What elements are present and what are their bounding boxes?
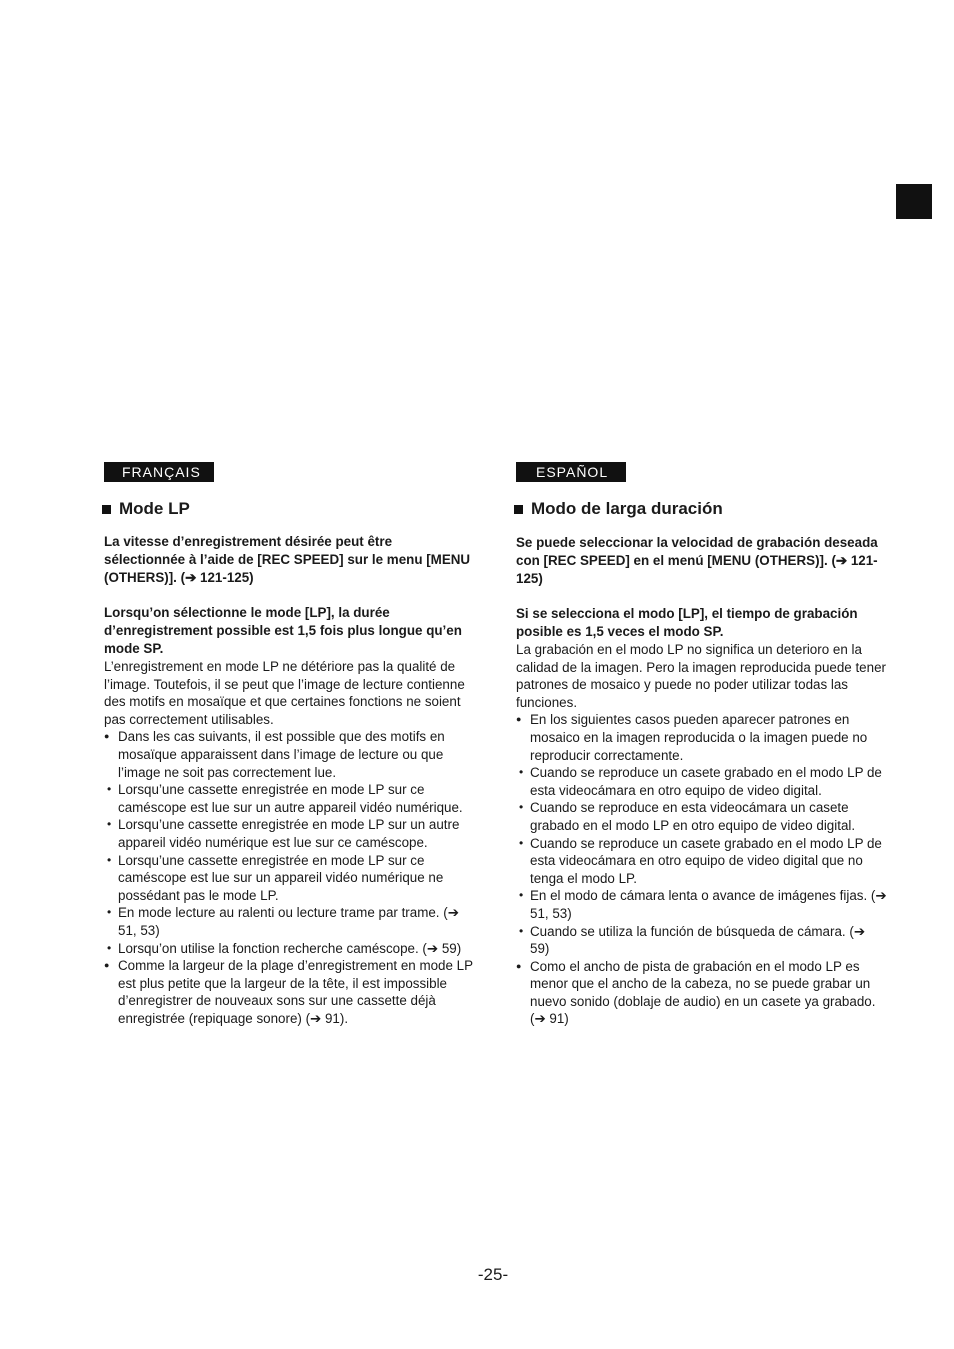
language-label-spanish: ESPAÑOL: [516, 462, 626, 482]
list-item: • Lorsqu’une cassette enregistrée en mode LP sur un autre appareil vidéo numérique est lue sur ce caméscope.: [104, 816, 474, 851]
bold-intro: La vitesse d’enregistrement désirée peut être sélectionnée à l’aide de [REC SPEED] sur le menu [MENU (OTHERS)]. (➔ 121-125): [104, 534, 471, 585]
page-edge-index-tab: [896, 184, 932, 219]
section-heading-text: Modo de larga duración: [531, 499, 723, 518]
list-item: • Cuando se reproduce un casete grabado en el modo LP de esta videocámara en otro equipo de video digital que no tenga el modo LP.: [516, 835, 888, 888]
list-item: • Cuando se reproduce un casete grabado en el modo LP de esta videocámara en otro equipo de video digital.: [516, 764, 888, 799]
bold-note: Si se selecciona el modo [LP], el tiempo de grabación posible es 1,5 veces el modo SP.: [516, 606, 858, 639]
body-paragraph: L’enregistrement en mode LP ne détériore pas la qualité de l’image. Toutefois, il se peut que l’image de lecture contienne des motifs en mosaïque et que certaines fonctions ne soient pas correctement utilisables.: [104, 659, 465, 727]
list-item: • Lorsqu’on utilise la fonction recherche caméscope. (➔ 59): [104, 940, 474, 958]
square-bullet-icon: [514, 505, 523, 514]
list-item: • Cuando se reproduce en esta videocámara un casete grabado en el modo LP en otro equipo de video digital.: [516, 799, 888, 834]
list-item: ● Dans les cas suivants, il est possible que des motifs en mosaïque apparaissent dans l’image de lecture ou que l’image ne soit pas correctement lue.: [104, 728, 474, 781]
list-item: • Cuando se utiliza la función de búsqueda de cámara. (➔ 59): [516, 923, 888, 958]
section-heading-french: [102, 498, 474, 520]
square-bullet-icon: [102, 505, 111, 514]
list-item: ● En los siguientes casos pueden aparecer patrones en mosaico en la imagen reproducida o la imagen puede no reproducir correctamente.: [516, 711, 888, 764]
section-heading-text: Mode LP: [119, 499, 190, 518]
bold-note: Lorsqu’on sélectionne le mode [LP], la durée d’enregistrement possible est 1,5 fois plus longue qu’en mode SP.: [104, 605, 462, 656]
list-item: • Lorsqu’une cassette enregistrée en mode LP sur ce caméscope est lue sur un appareil vidéo numérique ne possédant pas le mode LP.: [104, 852, 474, 905]
list-item: ● Como el ancho de pista de grabación en el modo LP es menor que el ancho de la cabeza, no se puede grabar un nuevo sonido (doblaje de audio) en un casete ya grabado. (➔ 91): [516, 958, 888, 1028]
list-item: • Lorsqu’une cassette enregistrée en mode LP sur ce caméscope est lue sur un autre appareil vidéo numérique.: [104, 781, 474, 816]
bold-intro: Se puede seleccionar la velocidad de grabación deseada con [REC SPEED] en el menú [MENU (OTHERS)]. (➔ 121-125): [516, 535, 878, 586]
section-heading-spanish: [514, 498, 888, 520]
body-paragraph: La grabación en el modo LP no significa un deterioro en la calidad de la imagen. Pero la imagen reproducida puede tener patrones de mosaico y puede no poder utilizar todas las funciones.: [516, 642, 886, 710]
french-column: [104, 462, 474, 1027]
bullet-list: [516, 711, 888, 1028]
bullet-list: [104, 728, 474, 1027]
page-number: -25-: [477, 1265, 509, 1284]
list-item: • En mode lecture au ralenti ou lecture trame par trame. (➔ 51, 53): [104, 904, 474, 939]
spanish-column: [516, 462, 888, 1028]
language-label-french: FRANÇAIS: [104, 462, 214, 482]
list-item: ● Comme la largeur de la plage d’enregistrement en mode LP est plus petite que la largeur de la tête, il est impossible d’enregistrer de nouveaux sons sur une cassette déjà enregistrée (repiquage sonore) (➔ 91).: [104, 957, 474, 1027]
list-item: • En el modo de cámara lenta o avance de imágenes fijas. (➔ 51, 53): [516, 887, 888, 922]
